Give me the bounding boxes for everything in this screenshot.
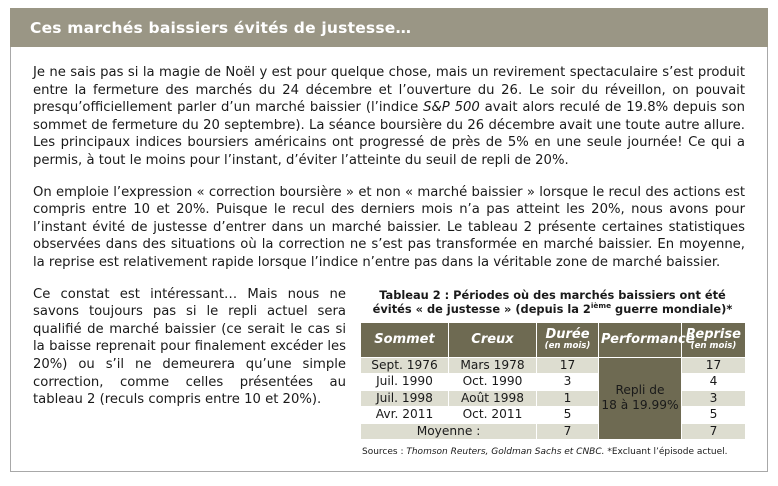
- column-header-performance-label: Performance: [601, 331, 695, 347]
- column-header-reprise: [682, 322, 746, 357]
- table-caption-line-2-after: guerre mondiale)*: [611, 302, 733, 317]
- cell-performance-line-2: 18 à 19.99%: [601, 398, 679, 413]
- table-source-note: [360, 446, 745, 458]
- cell-reprise: 3: [682, 390, 746, 407]
- cell-sommet: Sept. 1976: [361, 357, 449, 374]
- column-header-creux: [449, 322, 537, 357]
- table-caption-ordinal: ième: [590, 301, 612, 311]
- column-header-duree-label: Durée: [545, 327, 590, 343]
- source-footnote: *Excluant l’épisode actuel.: [604, 447, 728, 458]
- paragraph-2: On emploie l’expression « correction boursière » et non « marché baissier » lorsque le recul des actions est compris entre 10 et 20%. Puisque le recul des derniers mois n’a pas atteint les 20%, nous avons pour l’instant évité de justesse d’entrer dans un marché baissier. Le tableau 2 présente certaines statistiques observées dans des situations où la correction ne s’est pas transformée en marché baissier. En moyenne, la reprise est relativement rapide lorsque l’indice n’entre pas dans la véritable zone de marché baissier.: [33, 184, 745, 270]
- column-header-reprise-label: Reprise: [686, 327, 741, 343]
- paragraph-3: Ce constat est intéressant… Mais nous ne savons toujours pas si le repli actuel sera qualifié de marché baissier (ce serait le cas si la baisse reprenait pour finalement excéder les 20%) ou s’il ne demeurera qu’une simple correction, comme celles présentées au tableau 2 (reculs compris entre 10 et 20%).: [33, 286, 346, 408]
- page-title: Ces marchés baissiers évités de justesse…: [30, 18, 412, 37]
- cell-duree: 17: [537, 357, 599, 374]
- cell-creux: Août 1998: [449, 390, 537, 407]
- cell-creux: Oct. 2011: [449, 407, 537, 424]
- cell-average-reprise: 7: [682, 423, 746, 440]
- column-header-performance: [599, 322, 695, 357]
- cell-reprise: 17: [682, 357, 746, 374]
- cell-creux: Mars 1978: [449, 357, 537, 374]
- column-header-reprise-unit: (en mois): [690, 341, 737, 352]
- cell-duree: 5: [537, 407, 599, 424]
- paragraph-1-text-b: avait alors reculé de 19.8% depuis son sommet de fermeture du 20 septembre). La séance boursière du 26 décembre avait une toute autre allure. Les principaux indices boursiers américains ont progressé de près de 5% en une seule journée! Ce qui a permis, à tout le moins pour l’instant, d’éviter l’atteinte du seuil de repli de 20%.: [33, 100, 745, 168]
- table-row: [361, 374, 746, 391]
- cell-sommet: Avr. 2011: [361, 407, 449, 424]
- table-caption: [360, 288, 745, 317]
- cell-creux: Oct. 1990: [449, 374, 537, 391]
- column-header-duree-unit: (en mois): [544, 341, 591, 352]
- cell-average-label: Moyenne :: [361, 423, 537, 440]
- cell-average-duree: 7: [537, 423, 599, 440]
- cell-performance-merged: [599, 357, 682, 440]
- cell-sommet: Juil. 1990: [361, 374, 449, 391]
- table-row: [361, 357, 746, 374]
- paragraph-1: [33, 64, 745, 170]
- table-caption-line-2-before: évités « de justesse » (depuis la 2: [372, 302, 591, 317]
- bear-market-near-miss-table: [360, 322, 746, 441]
- section-title-bar: [10, 8, 768, 47]
- table-header-row: [361, 322, 746, 357]
- cell-reprise: 4: [682, 374, 746, 391]
- table-average-row: [361, 423, 746, 440]
- table-caption-line-1: Tableau 2 : Périodes où des marchés baissiers ont été: [379, 287, 726, 302]
- column-header-sommet: [361, 322, 449, 357]
- column-header-sommet-label: Sommet: [374, 331, 435, 347]
- source-prefix: Sources :: [362, 447, 407, 458]
- cell-reprise: 5: [682, 407, 746, 424]
- column-header-creux-label: Creux: [471, 331, 514, 347]
- index-name-emphasis: S&P 500: [423, 100, 480, 116]
- cell-performance-line-1: Repli de: [615, 382, 665, 397]
- table-row: [361, 390, 746, 407]
- paragraph-1-text-a: Je ne sais pas si la magie de Noël y est pour quelque chose, mais un revirement spectaculaire s’est produit entre la fermeture des marchés du 24 décembre et l’ouverture du 26. Le soir du réveillon, on pouvait presqu’officiellement parler d’un marché baissier (l’indice: [33, 65, 745, 116]
- body-content: [11, 47, 767, 471]
- table-block: [360, 288, 745, 459]
- cell-sommet: Juil. 1998: [361, 390, 449, 407]
- source-names: Thomson Reuters, Goldman Sachs et CNBC.: [406, 447, 605, 458]
- cell-duree: 3: [537, 374, 599, 391]
- table-body: [361, 357, 746, 440]
- table-row: [361, 407, 746, 424]
- cell-duree: 1: [537, 390, 599, 407]
- column-header-duree: [537, 322, 599, 357]
